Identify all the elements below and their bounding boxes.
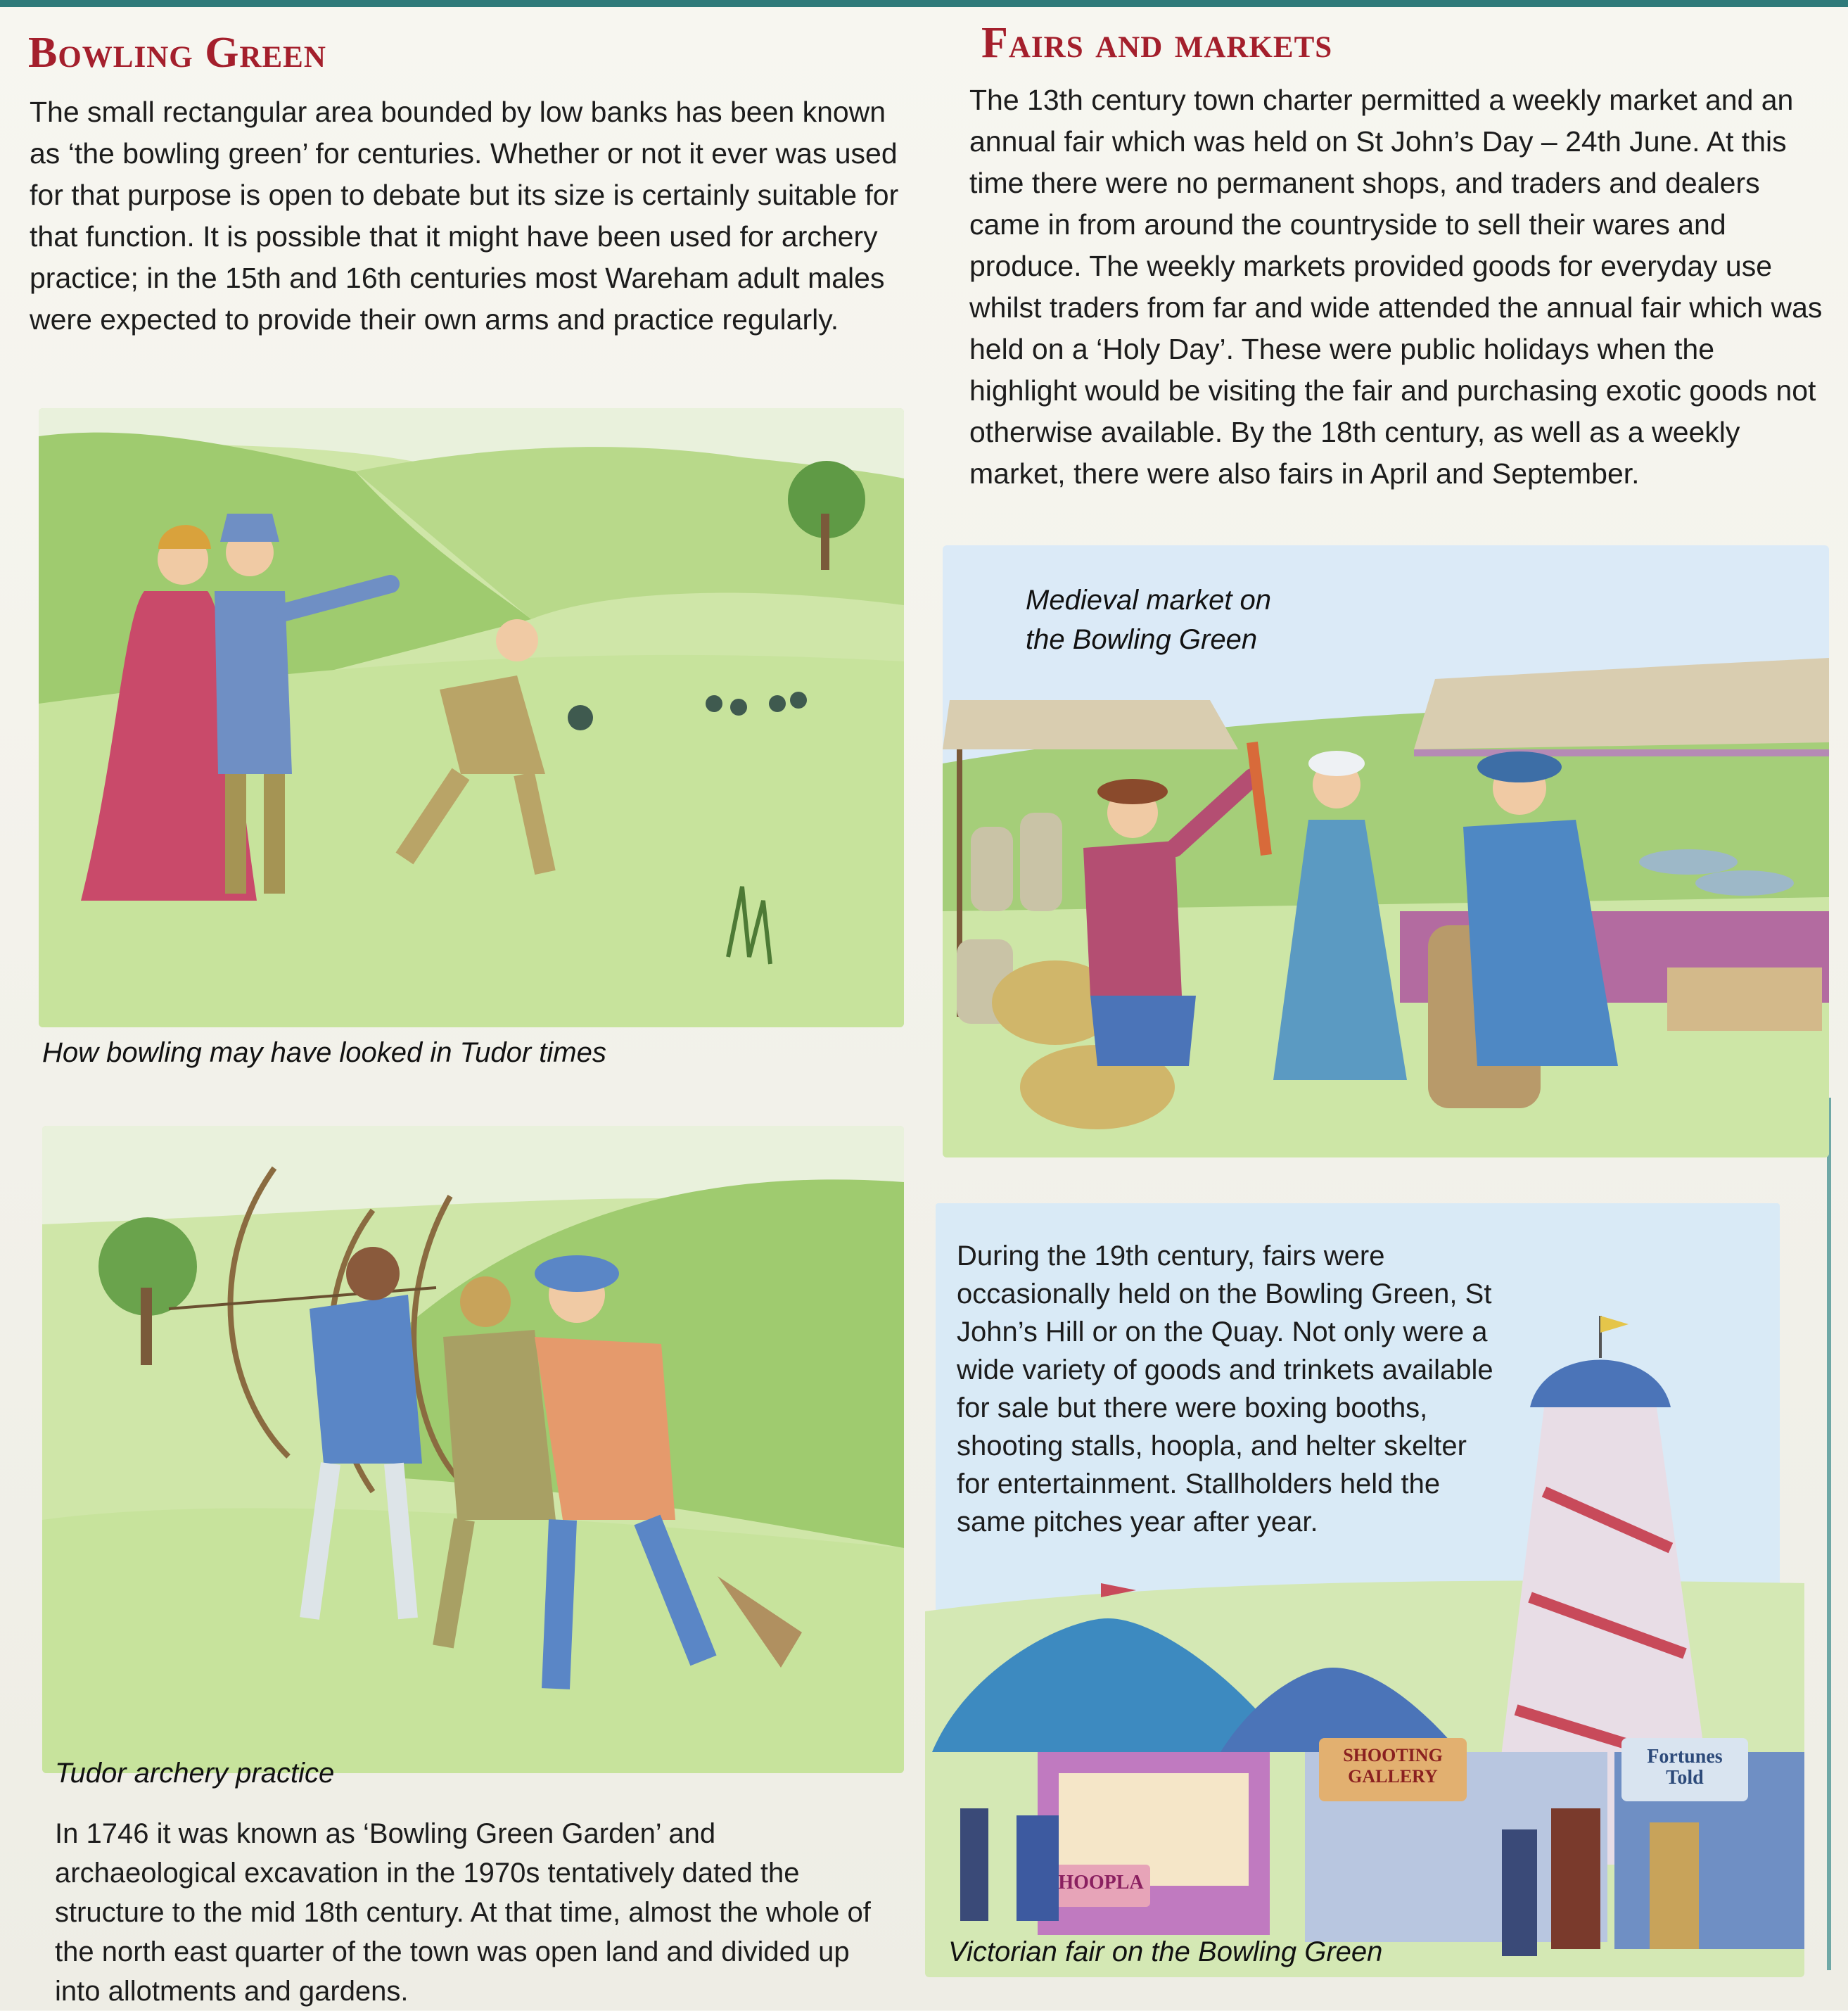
market-caption-line-1: Medieval market on	[1026, 585, 1272, 616]
archery-caption: Tudor archery practice	[55, 1758, 335, 1789]
board-top-edge	[0, 0, 1848, 7]
shooting-sign-line-2: GALLERY	[1348, 1766, 1438, 1787]
fortunes-sign-line-2: Told	[1666, 1767, 1704, 1789]
bowling-green-intro: The small rectangular area bounded by low banks has been known as ‘the bowling green’ for centuries. Whether or not it ever was used for that purpose is open to debate but its size is certainly suitable for that function. It is possible that it might have been used for archery practice; in the 15th and 16th centuries most Wareham adult males were expected to provide their own arms and practice regularly.	[30, 96, 899, 336]
tudor-archery-illustration	[42, 1126, 904, 1773]
medieval-market-illustration	[943, 545, 1829, 1157]
shooting-gallery-sign	[1327, 1745, 1458, 1787]
shooting-sign-line-1: SHOOTING	[1343, 1745, 1443, 1765]
bowling-caption: How bowling may have looked in Tudor times	[42, 1037, 606, 1068]
bowling-green-closing: In 1746 it was known as ‘Bowling Green Garden’ and archaeological excavation in the 1970s tentatively dated the structure to the mid 18th century. At that time, almost the whole of the north east quarter of the town was open land and divided up into allotments and gardens.	[55, 1818, 871, 2007]
market-caption	[1026, 581, 1271, 659]
bowling-green-heading: Bowling Green	[28, 29, 326, 77]
victorian-fair-illustration	[925, 1316, 1804, 1977]
fortunes-told-sign	[1626, 1746, 1744, 1789]
market-caption-line-2: the Bowling Green	[1026, 624, 1258, 655]
tudor-bowling-illustration	[39, 408, 904, 1027]
fairs-and-markets-heading: Fairs and markets	[981, 19, 1333, 67]
fortunes-sign-line-1: Fortunes	[1647, 1746, 1723, 1768]
victorian-fair-text: During the 19th century, fairs were occasionally held on the Bowling Green, St John’s Hill or on the Quay. Not only were a wide variety of goods and trinkets available for sale but there were boxing booths, shooting stalls, hoopla, and helter skelter for entertainment. Stallholders held the same pitches year after year.	[957, 1241, 1493, 1537]
victorian-fair-caption: Victorian fair on the Bowling Green	[948, 1936, 1383, 1967]
hoopla-sign: HOOPLA	[1058, 1872, 1144, 1893]
fairs-and-markets-intro: The 13th century town charter permitted a weekly market and an annual fair which was held on St John’s Day – 24th June. At this time there were no permanent shops, and traders and dealers came in from around the countryside to sell their wares and produce. The weekly markets provided goods for everyday use whilst traders from far and wide attended the annual fair which was held on a ‘Holy Day’. These were public holidays when the highlight would be visiting the fair and purchasing exotic goods not otherwise available. By the 18th century, as well as a weekly market, there were also fairs in April and September.	[969, 84, 1823, 490]
board-side-border	[1827, 1098, 1831, 1970]
